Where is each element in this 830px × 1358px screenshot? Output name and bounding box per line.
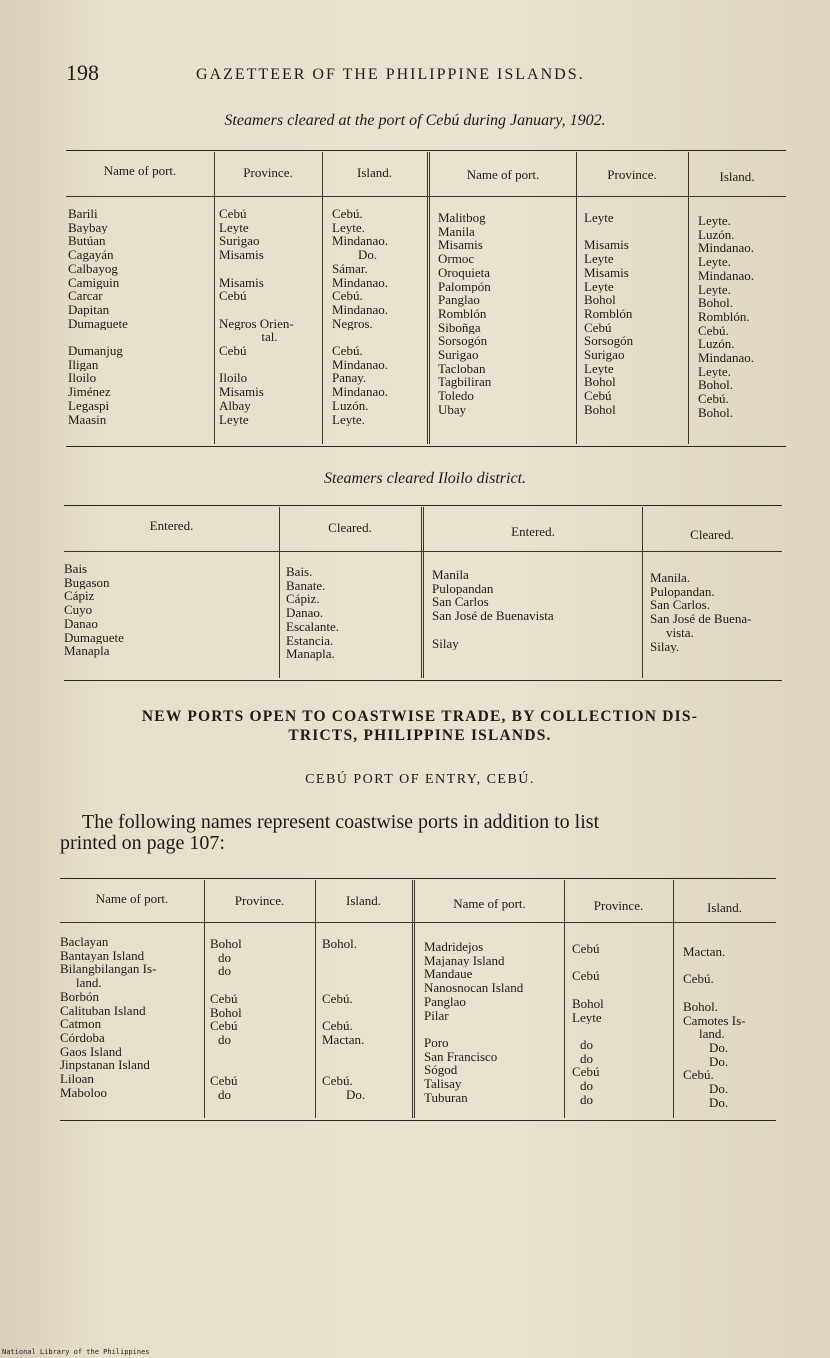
table2-header-entered-2: Entered. — [511, 524, 555, 539]
table-cell: Bohol — [210, 1005, 242, 1020]
table-cell: Leyte — [584, 279, 614, 294]
section-title-line1: NEW PORTS OPEN TO COASTWISE TRADE, BY COLLECTION DIS- — [141, 708, 699, 725]
table1-bottom-rule — [66, 446, 786, 447]
table-cell: Bugason — [64, 575, 110, 590]
table-cell — [683, 959, 775, 973]
table1-header-province: Province. — [243, 165, 293, 180]
table1-divider — [688, 152, 689, 444]
table-cell: Bohol — [584, 402, 616, 417]
table-cell: Calituban Island — [60, 1003, 146, 1018]
table-cell: Cápiz. — [286, 592, 320, 607]
table3-header-province: Province. — [234, 893, 285, 908]
table-cell: Do. — [709, 1082, 729, 1096]
library-credit: National Library of the Philippines — [2, 1348, 150, 1356]
table3-left-provinces — [210, 937, 312, 1101]
table-cell: Manapla — [64, 644, 110, 658]
table-cell: Cebú. — [698, 323, 729, 338]
table-cell: Pulopandan. — [650, 584, 715, 599]
table-cell: Sorsogón — [438, 334, 488, 349]
table-cell: Misamis — [219, 248, 264, 262]
table-cell: Palompón — [438, 279, 491, 294]
table1-caption: Steamers cleared at the port of Cebú during January, 1902. — [224, 112, 606, 129]
table-cell: Do. — [709, 1054, 729, 1069]
table-cell — [572, 983, 670, 997]
table-cell: Estancia. — [286, 633, 334, 648]
table-cell: Tuburan — [424, 1090, 468, 1105]
table-cell: Leyte. — [698, 364, 731, 379]
table-cell: San Francisco — [424, 1049, 498, 1064]
table-cell: Danao — [64, 616, 98, 631]
table-cell: Bohol — [572, 996, 604, 1011]
table-cell: Manila — [432, 568, 469, 582]
table-cell: Ormoc — [438, 252, 475, 266]
table-cell — [219, 358, 320, 372]
table-cell: Maboloo — [60, 1085, 107, 1100]
running-title: GAZETTEER OF THE PHILIPPINE ISLANDS. — [196, 66, 585, 83]
table3-header-port: Name of port. — [95, 891, 169, 906]
table-cell — [572, 1024, 670, 1038]
table-cell: Cebú — [572, 969, 600, 984]
table-cell: Cebú — [584, 320, 612, 335]
table-cell: Misamis — [438, 238, 483, 253]
table-cell: Manila — [438, 224, 475, 239]
table-cell: San Carlos. — [650, 598, 710, 613]
table-cell: Luzón. — [698, 337, 735, 352]
table-cell: Calbayog — [68, 261, 118, 276]
table-cell: land. — [76, 976, 102, 990]
table-cell: Cebú. — [683, 1068, 714, 1083]
table-cell — [219, 303, 320, 317]
table1-right-islands — [698, 214, 784, 420]
table-cell: Leyte — [584, 252, 614, 266]
table-cell: Luzón. — [698, 227, 735, 242]
table-cell: Cebú. — [332, 344, 363, 358]
table-cell: Surigao — [438, 348, 479, 362]
table-cell: Cebú. — [698, 392, 729, 406]
table-cell — [68, 330, 210, 344]
table-cell — [432, 623, 638, 637]
table3-right-provinces — [572, 942, 670, 1106]
table-cell: Cebú — [584, 389, 612, 403]
table-cell: Misamis — [584, 265, 629, 280]
table1-top-rule — [66, 150, 786, 151]
table-cell: Mindanao. — [332, 234, 388, 249]
table3-right-ports — [424, 940, 562, 1104]
table-cell: Siboñga — [438, 320, 481, 335]
table-cell: Leyte — [219, 412, 249, 427]
table-cell — [219, 262, 320, 276]
table-cell: Tagbiliran — [438, 375, 492, 390]
table-cell: Misamis — [219, 385, 264, 399]
table-cell — [322, 1047, 410, 1061]
table-cell: do — [218, 950, 231, 965]
table-cell: Dapitan — [68, 302, 110, 317]
table-cell: Misamis — [219, 275, 264, 290]
table-cell: Romblón — [438, 306, 487, 321]
table-cell: do — [218, 964, 231, 979]
table-cell: Bohol — [584, 375, 616, 390]
table-cell: Nanosnocan Island — [424, 981, 524, 995]
table-cell: Do. — [709, 1040, 729, 1055]
table-cell: Dumaguete — [64, 630, 124, 645]
table-cell: Leyte. — [698, 214, 731, 228]
table-cell: Bohol — [210, 937, 242, 951]
table-cell: Bohol. — [683, 999, 719, 1014]
table-cell: Mindanao. — [332, 385, 388, 399]
table-cell: Do. — [346, 1087, 366, 1102]
table2-header-cleared: Cleared. — [328, 520, 372, 535]
table1-divider — [214, 152, 215, 444]
table-cell: Danao. — [286, 606, 324, 620]
table-cell — [572, 956, 670, 970]
intro-line1: The following names represent coastwise ports in addition to list — [82, 811, 600, 833]
table-cell: Misamis — [584, 238, 629, 253]
table-cell: Manapla. — [286, 647, 335, 661]
table-cell: Sógod — [424, 1063, 458, 1078]
table1-header-province-2: Province. — [607, 167, 657, 182]
table-cell — [210, 1060, 312, 1074]
table-cell: Escalante. — [286, 619, 340, 634]
table-cell: Negros Orien- — [219, 316, 294, 331]
table-cell: do — [580, 1079, 593, 1093]
table-cell: Leyte — [584, 211, 614, 225]
table-cell: Bais — [64, 562, 88, 576]
table-cell: tal. — [261, 330, 278, 345]
table3-bottom-rule — [60, 1120, 776, 1121]
table-cell — [584, 225, 684, 239]
page-number: 198 — [66, 60, 99, 85]
table-cell: Cebú. — [322, 1019, 353, 1033]
table-cell: Iligan — [68, 357, 99, 372]
table1-left-provinces — [219, 207, 320, 426]
table2-caption: Steamers cleared Iloilo district. — [323, 470, 527, 487]
table-cell: Banate. — [286, 578, 326, 593]
table-cell: Mindanao. — [332, 302, 388, 317]
table-cell: Cebú. — [322, 1074, 353, 1088]
table3-left-islands — [322, 937, 410, 1101]
intro-line2: printed on page 107: — [60, 832, 225, 854]
table-cell: Baclayan — [60, 935, 109, 949]
table-cell: Cebú — [572, 942, 600, 956]
table-cell — [322, 1060, 410, 1074]
table-cell — [322, 978, 410, 992]
table-cell: Cebú — [572, 1065, 600, 1080]
table-cell: Leyte — [572, 1010, 602, 1025]
table3-divider — [204, 880, 205, 1118]
table1-header-port-2: Name of port. — [466, 167, 540, 182]
table-cell: Albay — [219, 398, 251, 413]
table-cell: Bilangbilangan Is- — [60, 962, 157, 977]
table-cell: Liloan — [60, 1072, 94, 1086]
table-cell: San Carlos — [432, 595, 489, 610]
table-cell: Cuyo — [64, 603, 93, 617]
table-cell: Mactan. — [683, 945, 726, 959]
table2-left-entered — [64, 562, 274, 658]
table-cell: Talisay — [424, 1077, 462, 1091]
table-cell: do — [218, 1032, 231, 1047]
table-cell: Cebú. — [332, 207, 363, 221]
table-cell — [424, 1022, 562, 1036]
table-cell: Silay — [432, 636, 459, 651]
table1-header-rule — [66, 196, 786, 197]
table-cell: Bohol. — [698, 405, 734, 420]
table-cell: Leyte. — [332, 412, 365, 427]
table3-header-port-2: Name of port. — [453, 896, 526, 911]
table1-header-island-2: Island. — [719, 169, 755, 184]
table-cell: land. — [699, 1027, 725, 1041]
table-cell: Cebú — [219, 289, 247, 303]
table-cell: Cápiz — [64, 589, 95, 604]
table-cell: Iloilo — [68, 371, 97, 386]
table-cell: Surigao — [584, 348, 625, 362]
table-cell: do — [580, 1037, 593, 1052]
table2-left-cleared — [286, 565, 418, 661]
table-cell: Cagayán — [68, 248, 114, 262]
table-cell — [322, 951, 410, 965]
table-cell: Catmon — [60, 1017, 102, 1031]
table1-right-provinces — [584, 211, 684, 417]
table-cell: Borbón — [60, 989, 99, 1004]
table-cell — [210, 978, 312, 992]
table-cell: Mindanao. — [698, 268, 754, 283]
table1-divider — [576, 152, 577, 444]
table-cell: Cebú — [219, 207, 247, 221]
table-cell: Panglao — [438, 293, 480, 307]
page-header — [66, 60, 766, 90]
table3-left-ports — [60, 935, 201, 1099]
table-cell: Oroquieta — [438, 265, 490, 280]
table-cell: Dumanjug — [68, 344, 123, 358]
table-cell: Romblón. — [698, 309, 750, 324]
table3-divider — [564, 880, 565, 1118]
table-cell: Dumaguete — [68, 316, 128, 331]
table-cell: Iloilo — [219, 371, 248, 386]
table-cell: Mindanao. — [698, 351, 754, 365]
table-cell: Tacloban — [438, 361, 486, 376]
table2-header-entered: Entered. — [149, 518, 194, 533]
table-cell — [210, 1047, 312, 1061]
table3-right-islands — [683, 945, 775, 1109]
table-cell: Romblón — [584, 306, 633, 321]
table-cell: Gaos Island — [60, 1044, 122, 1059]
table1-left-islands — [332, 207, 426, 426]
table-cell: Leyte — [219, 220, 249, 235]
table-cell: Pulopandan — [432, 581, 494, 596]
section-subheading: CEBÚ PORT OF ENTRY, CEBÚ. — [305, 772, 535, 787]
table-cell: Córdoba — [60, 1030, 105, 1045]
table-cell — [322, 964, 410, 978]
table-cell: Bantayan Island — [60, 948, 145, 963]
table2-header-cleared-2: Cleared. — [690, 527, 734, 542]
table-cell: Cebú. — [332, 289, 363, 303]
table-cell: Sámar. — [332, 261, 368, 276]
table-cell: Surigao — [219, 234, 260, 249]
table-cell: Panay. — [332, 371, 367, 386]
table-cell: Camotes Is- — [683, 1013, 746, 1028]
table-cell: Leyte. — [698, 282, 731, 297]
table-cell: Jinpstanan Island — [60, 1058, 150, 1073]
table-cell: San José de Buenavista — [432, 609, 554, 623]
table-cell: Mandaue — [424, 967, 473, 982]
table-cell: Bohol — [584, 293, 616, 307]
table-cell: Malitbog — [438, 211, 486, 225]
table-cell: Silay. — [650, 639, 680, 654]
table3-top-rule — [60, 878, 776, 879]
section-title-line2: TRICTS, PHILIPPINE ISLANDS. — [288, 727, 552, 744]
table-cell: Mindanao. — [332, 357, 388, 372]
table3-divider — [315, 880, 316, 1118]
table-cell: Toledo — [438, 389, 474, 403]
table1-divider — [322, 152, 323, 444]
table-cell: Cebú — [210, 1074, 238, 1088]
table3-header-island-2: Island. — [706, 900, 743, 915]
table-cell: Camiguin — [68, 275, 120, 290]
table-cell: Butúan — [68, 234, 106, 249]
table1-header-port: Name of port. — [103, 163, 177, 178]
table-cell: Cebú. — [683, 972, 714, 987]
table-cell: Do. — [709, 1095, 729, 1110]
table3-divider — [412, 880, 415, 1118]
table-cell — [332, 330, 426, 344]
table-cell: Leyte. — [698, 255, 731, 269]
table-cell: Ubay — [438, 402, 467, 417]
table1-right-ports — [438, 211, 572, 417]
table-cell: Panglao — [424, 994, 466, 1009]
table1-left-ports — [68, 207, 210, 426]
table-cell: Luzón. — [332, 398, 369, 413]
table-cell: Majanay Island — [424, 953, 505, 968]
table-cell: Do. — [358, 248, 378, 262]
table3-header-province-2: Province. — [593, 898, 644, 913]
table-cell: Sorsogón — [584, 334, 634, 349]
table-cell: Legaspi — [68, 398, 110, 413]
table-cell: Cebú — [210, 991, 238, 1006]
table-cell: Bohol. — [322, 937, 358, 951]
table-cell: Mactan. — [322, 1032, 365, 1047]
table1-divider — [427, 152, 430, 444]
table-cell: Cebú — [219, 344, 247, 358]
table-cell: Manila. — [650, 571, 691, 585]
table-cell: do — [580, 1092, 593, 1107]
table1-header-island: Island. — [356, 165, 393, 180]
table3-header-rule — [60, 922, 776, 923]
table-cell: Poro — [424, 1035, 449, 1050]
table-cell: Cebú. — [322, 991, 353, 1006]
table2-right-cleared — [650, 571, 782, 653]
table-cell — [322, 1006, 410, 1020]
table-cell: do — [580, 1051, 593, 1066]
table-cell: Bohol. — [698, 378, 734, 393]
table-cell: San José de Buena- — [650, 612, 752, 626]
table-cell: Mindanao. — [698, 241, 754, 256]
table-cell: Jiménez — [68, 385, 111, 399]
table-cell: Bohol. — [698, 296, 734, 310]
table3-header-island: Island. — [345, 893, 382, 908]
table-cell: vista. — [666, 625, 694, 640]
table-cell: Bais. — [286, 565, 313, 579]
table-cell: Barili — [68, 207, 98, 221]
table-cell: Mindanao. — [332, 275, 388, 290]
table-cell: Leyte. — [332, 220, 365, 235]
table-cell: Madridejos — [424, 940, 484, 954]
table-cell — [683, 986, 775, 1000]
table-cell: Cebú — [210, 1019, 238, 1033]
table-cell: Baybay — [68, 220, 108, 235]
table-cell: Negros. — [332, 316, 373, 331]
table-cell: Pilar — [424, 1008, 449, 1023]
table2-right-entered — [432, 568, 638, 650]
table-cell: do — [218, 1087, 231, 1102]
table2-bottom-rule — [64, 680, 782, 681]
table-cell: Carcar — [68, 289, 103, 303]
table-cell: Leyte — [584, 361, 614, 376]
table2-top-rule — [64, 505, 782, 506]
table-cell: Maasin — [68, 412, 107, 427]
